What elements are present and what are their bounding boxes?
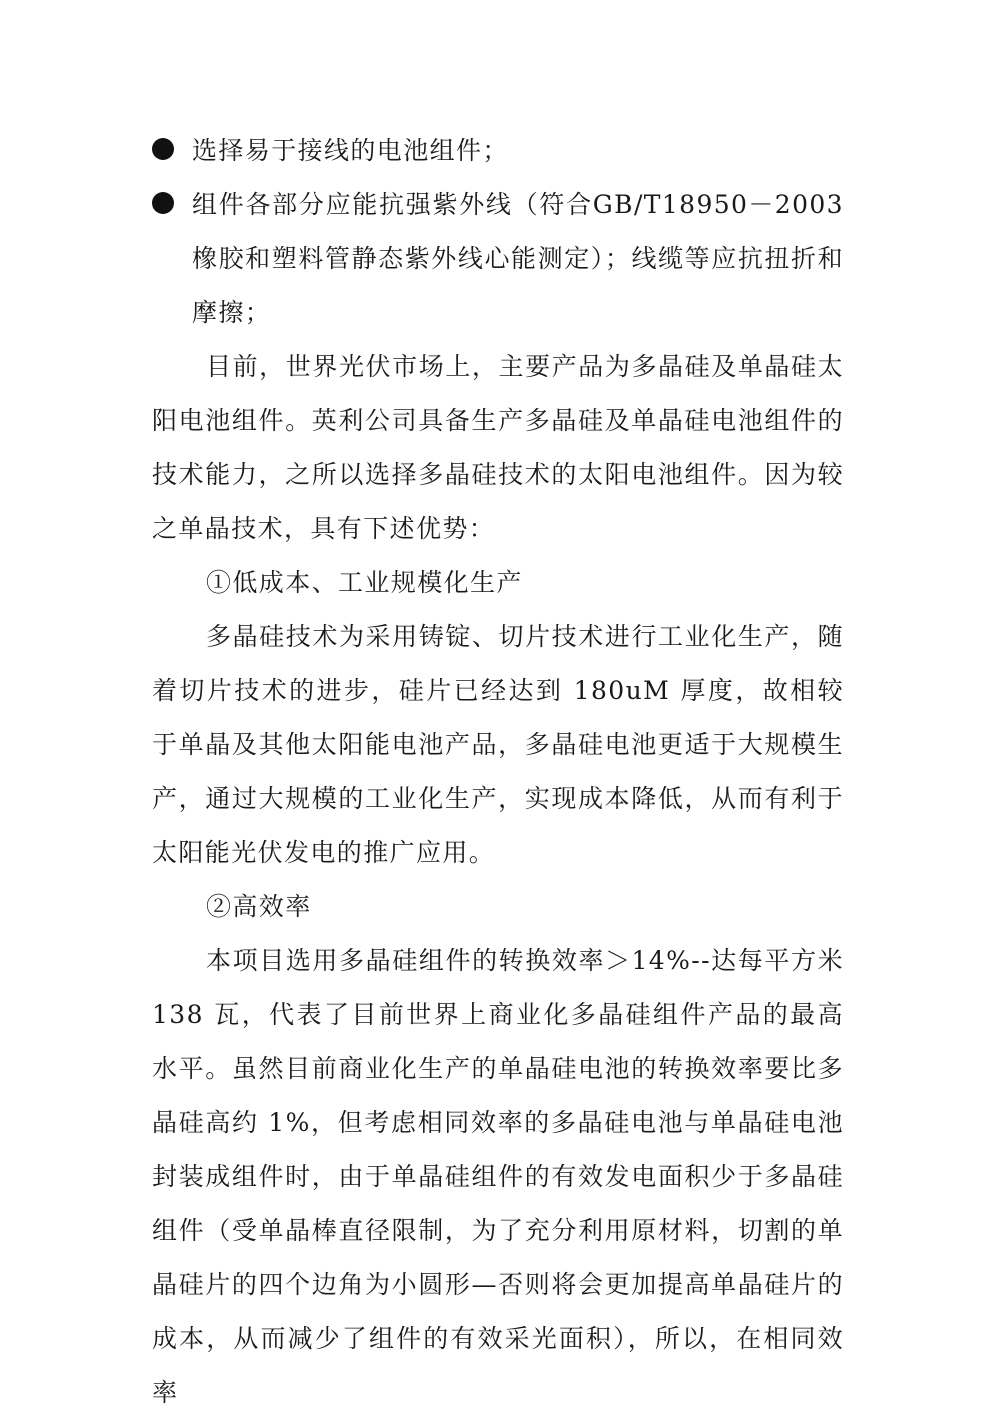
bullet-dot-icon <box>152 138 174 160</box>
document-body <box>152 124 844 1420</box>
heading-low-cost: ①低成本、工业规模化生产 <box>206 568 523 597</box>
paragraph-market-overview: 目前，世界光伏市场上，主要产品为多晶硅及单晶硅太阳电池组件。英利公司具备生产多晶硅及单晶硅电池组件的技术能力，之所以选择多晶硅技术的太阳电池组件。因为较之单晶技术，具有下述优势： <box>152 352 844 543</box>
bullet-dot-icon <box>152 192 174 214</box>
bullet-text-2: 组件各部分应能抗强紫外线（符合GB/T18950－2003 橡胶和塑料管静态紫外线心能测定）；线缆等应抗扭折和摩擦； <box>192 190 844 327</box>
bullet-item-2 <box>152 178 844 340</box>
bullet-item-1 <box>152 124 844 178</box>
paragraph-low-cost: 多晶硅技术为采用铸锭、切片技术进行工业化生产，随着切片技术的进步，硅片已经达到 180uM 厚度，故相较于单晶及其他太阳能电池产品，多晶硅电池更适于大规模生产，通过大规模的工业化生产，实现成本降低，从而有利于太阳能光伏发电的推广应用。 <box>152 622 844 867</box>
heading-high-efficiency: ②高效率 <box>206 892 312 921</box>
paragraph-high-efficiency: 本项目选用多晶硅组件的转换效率＞14%--达每平方米 138 瓦，代表了目前世界上商业化多晶硅组件产品的最高水平。虽然目前商业化生产的单晶硅电池的转换效率要比多晶硅高约 1%，但考虑相同效率的多晶硅电池与单晶硅电池封装成组件时，由于单晶硅组件的有效发电面积少于多晶硅组件（受单晶棒直径限制，为了充分利用原材料，切割的单晶硅片的四个边角为小圆形—否则将会更加提高单晶硅片的成本，从而减少了组件的有效采光面积），所以，在相同效率 <box>152 946 844 1407</box>
bullet-text-1: 选择易于接线的电池组件； <box>192 136 509 165</box>
